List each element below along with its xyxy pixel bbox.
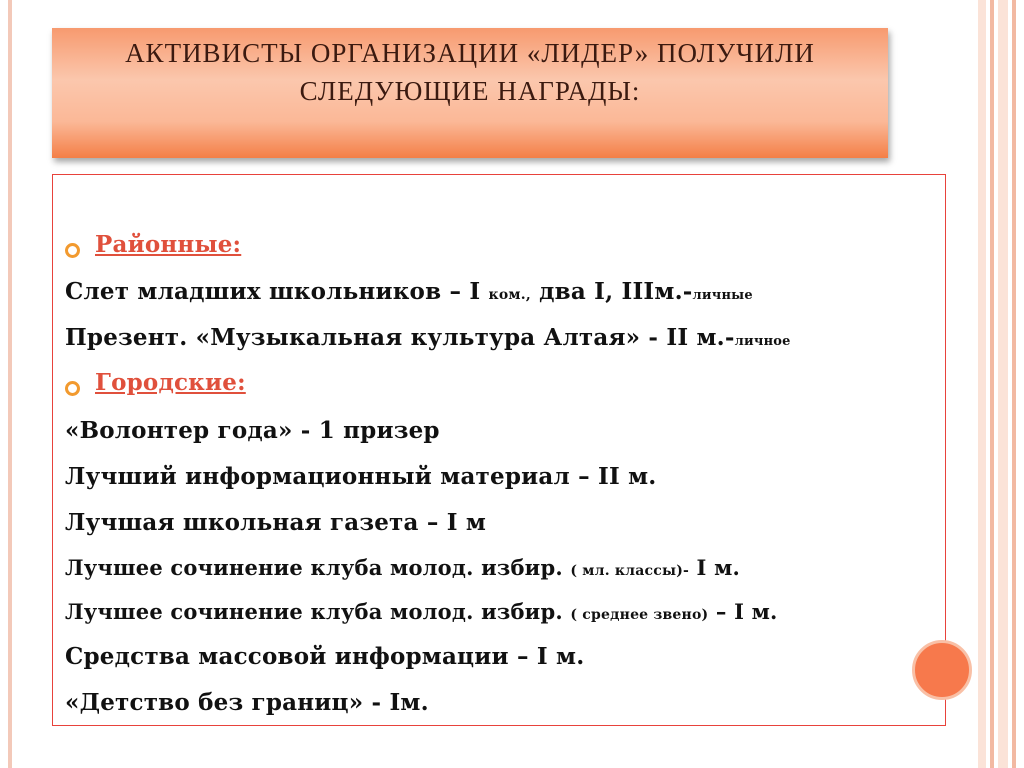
award-item (65, 509, 486, 536)
award-text: Презент. «Музыкальная культура Алтая» - II м.- (65, 324, 735, 351)
slide-title-line-2: СЛЕДУЮЩИЕ НАГРАДЫ: (299, 76, 641, 106)
award-item (65, 689, 429, 716)
award-note: ( мл. классы)- (570, 563, 690, 579)
right-decorative-stripe (1012, 0, 1016, 768)
bullet-icon (65, 381, 80, 396)
award-item (65, 324, 791, 351)
award-text: Лучший информационный материал – II м. (65, 463, 657, 490)
award-text: два I, IIIм.- (530, 278, 693, 305)
award-text: Лучшее сочинение клуба молод. избир. (65, 555, 571, 580)
award-item (65, 417, 440, 444)
award-note: личные (692, 288, 753, 303)
award-item (65, 599, 778, 624)
award-text: Средства массовой информации – I м. (65, 643, 585, 670)
award-text: Лучшая школьная газета – I м (65, 509, 487, 536)
award-note: ком., (488, 287, 531, 303)
award-item (65, 643, 584, 670)
section-heading-district: Районные: (95, 231, 242, 258)
left-decorative-rule (8, 0, 12, 768)
section-heading-city: Городские: (95, 369, 246, 396)
award-text: I м. (689, 555, 741, 580)
award-item (65, 278, 753, 305)
decorative-circle (912, 640, 972, 700)
award-item (65, 555, 740, 580)
bullet-icon (65, 243, 80, 258)
right-decorative-stripe (998, 0, 1008, 768)
award-note: личное (734, 334, 791, 349)
award-text: Слет младших школьников – I (65, 278, 489, 305)
award-note: ( среднее звено) (570, 607, 709, 623)
right-decorative-stripe (978, 0, 986, 768)
right-decorative-stripe (990, 0, 994, 768)
award-text: Лучшее сочинение клуба молод. избир. (65, 599, 571, 624)
content-frame (52, 174, 946, 726)
award-text: «Детство без границ» - Iм. (65, 689, 429, 716)
slide-title-line-1: АКТИВИСТЫ ОРГАНИЗАЦИИ «ЛИДЕР» ПОЛУЧИЛИ (125, 38, 815, 68)
award-text: «Волонтер года» - 1 призер (65, 417, 440, 444)
award-item (65, 463, 657, 490)
award-text: – I м. (708, 599, 778, 624)
slide-title-box (52, 28, 888, 158)
